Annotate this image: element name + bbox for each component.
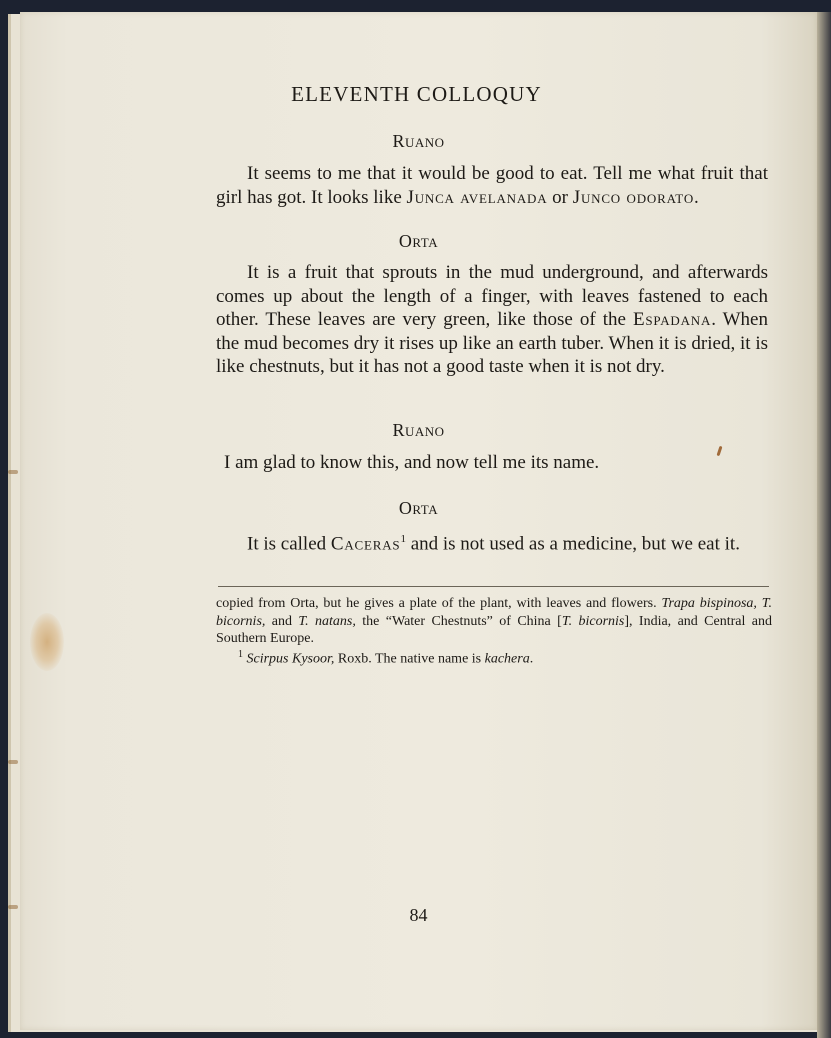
footnote-italic: kachera bbox=[484, 651, 530, 667]
footnote-rule bbox=[218, 586, 769, 587]
footnote-continued bbox=[216, 595, 772, 648]
paragraph bbox=[216, 261, 768, 379]
edge-foxing bbox=[8, 760, 18, 764]
footnote-text: copied from Orta, but he gives a plate of the plant, with leaves and flowers. bbox=[216, 596, 662, 611]
footnote-italic: T. bicornis bbox=[561, 613, 625, 629]
paragraph-text: or bbox=[547, 186, 573, 208]
footnote-marker: 1 bbox=[238, 649, 243, 660]
paragraph bbox=[216, 162, 768, 209]
paragraph-text: and is not used as a medicine, but we eat it. bbox=[405, 533, 740, 555]
book-spine-edge bbox=[817, 12, 831, 1038]
paragraph-text: . When the mud becomes dry it rises up like an earth tuber. When it is dried, it is like chestnuts, but it has not a good taste when it is not dry. bbox=[216, 309, 768, 378]
paragraph-text: It is called bbox=[247, 533, 331, 555]
speaker-label: Orta bbox=[398, 231, 439, 251]
paragraph-text: It seems to me that it would be good to eat. Tell me what fruit that girl has got. It looks like bbox=[216, 163, 768, 208]
running-head: ELEVENTH COLLOQUY bbox=[291, 82, 542, 106]
book-page bbox=[20, 12, 817, 1030]
footnote-italic: T. natans, bbox=[298, 613, 356, 629]
footnote-italic: Trapa bispinosa, T. bicornis, bbox=[216, 596, 773, 629]
speaker-label: Ruano bbox=[392, 420, 445, 440]
footnote-text: . bbox=[529, 651, 534, 667]
footnote-text: and bbox=[265, 613, 299, 629]
paragraph-text: I am glad to know this, and now tell me its name. bbox=[224, 452, 600, 473]
footnote-1 bbox=[216, 646, 772, 668]
paper-stain bbox=[30, 613, 64, 671]
speaker-label: Ruano bbox=[392, 131, 445, 151]
edge-foxing bbox=[8, 470, 18, 474]
plant-name: Espadana bbox=[632, 309, 712, 331]
plant-name: Junca avelanada bbox=[406, 186, 548, 208]
paragraph-text: . bbox=[694, 186, 699, 208]
page-number: 84 bbox=[409, 905, 428, 925]
speaker-label: Orta bbox=[398, 498, 439, 518]
footnote-italic: Scirpus Kysoor, bbox=[246, 651, 335, 667]
paragraph bbox=[216, 528, 768, 556]
paragraph bbox=[224, 451, 776, 475]
footnote-text: Roxb. The native name is bbox=[334, 651, 485, 667]
edge-foxing bbox=[8, 905, 18, 909]
footnote-ref: 1 bbox=[400, 533, 406, 545]
plant-name: Caceras bbox=[330, 533, 401, 555]
footnote-text: the “Water Chestnuts” of China [ bbox=[355, 613, 562, 629]
footnote-text: ], India, and Central and Southern Europe. bbox=[216, 613, 772, 646]
paragraph-text: It is a fruit that sprouts in the mud underground, and afterwards comes up about the length of a finger, with leaves fastened to each other. These leaves are very green, like those of the bbox=[216, 262, 768, 331]
plant-name: Junco odorato bbox=[572, 186, 695, 208]
